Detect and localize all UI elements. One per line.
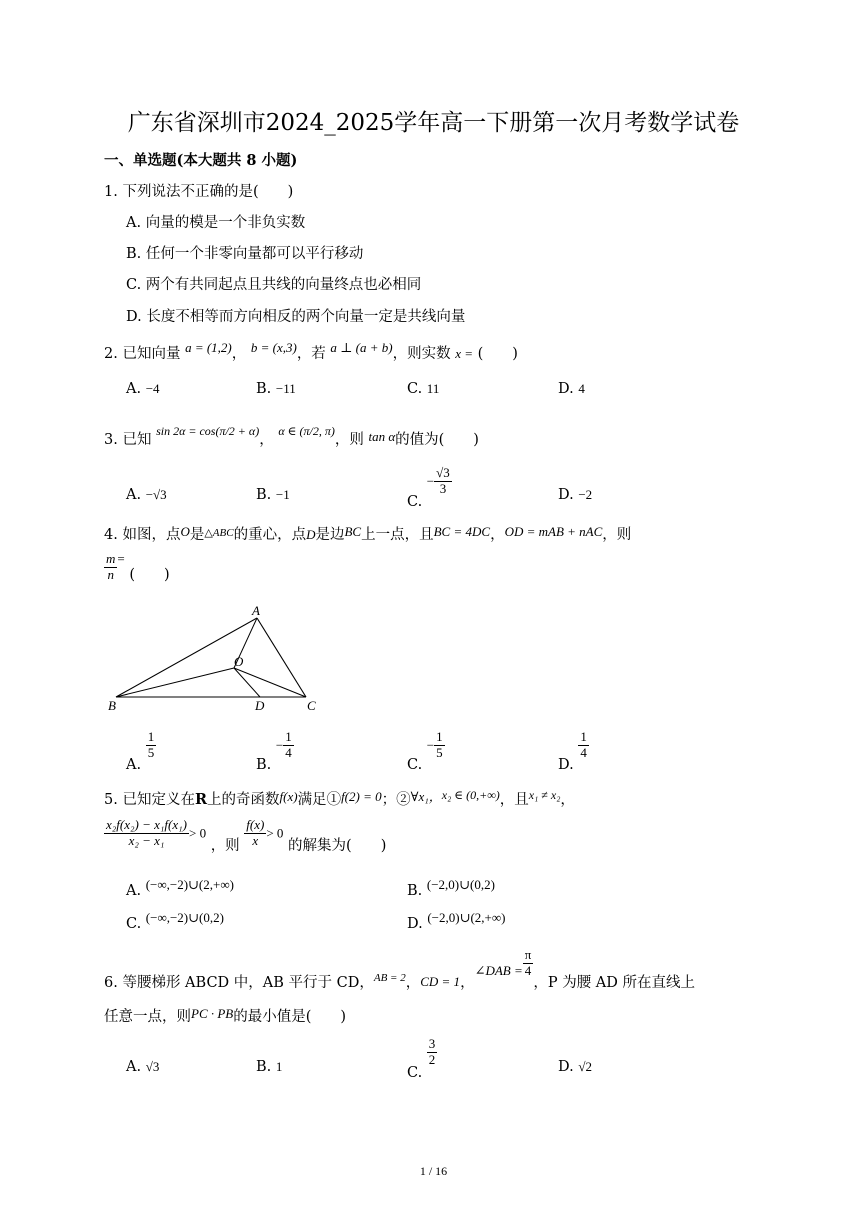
edge-ac <box>257 618 306 697</box>
q3-option-a: A. −√3 <box>126 487 167 503</box>
q4-option-c: C. − $\frac{1}{5}$ <box>407 729 443 774</box>
q2-option-d: D. 4 <box>558 381 585 397</box>
q3-expr2: α ∈ (π/2, π) <box>278 424 335 438</box>
q6-stem-line2: 任意一点，则PC · PB的最小值是( ) <box>104 1006 347 1025</box>
section-heading: 一、单选题(本大题共 8 小题) <box>104 152 298 169</box>
q2-pre: 2. 已知向量 <box>104 346 181 362</box>
label-d: D <box>255 698 265 713</box>
label-c: C <box>307 698 316 713</box>
q1-stem: 1. 下列说法不正确的是( ) <box>104 184 294 200</box>
segment-od <box>234 668 260 697</box>
q4-ratio: $\frac{m}{n}$ = ( ) <box>106 551 170 584</box>
q5-option-c: C. (−∞,−2)∪(0,2) <box>126 910 224 932</box>
q2-mid: ，若 <box>296 346 326 362</box>
q6-option-a: A. √3 <box>126 1059 160 1075</box>
q2-option-c: C. 11 <box>407 381 440 397</box>
q5-condition-line: $\frac{\text{x₂f(x₂) − x₁f(x₁)}}{\text{x₂ − x₁}}$ > 0 ，则 $\frac{f(x)}{x}$ > 0 的解集为( ) <box>106 817 387 855</box>
q6-stem-line1: 6. 等腰梯形 ABCD 中，AB 平行于 CD，$_{AB = 2}$，CD = 1，∠DAB = $\frac{\pi}{4}$ ，P 为腰 AD 所在直线上 <box>104 947 696 992</box>
q1-option-d: D. 长度不相等而方向相反的两个向量一定是共线向量 <box>126 309 466 325</box>
q3-option-c: C. − $\frac{√3}{3}$ <box>407 465 450 511</box>
label-o: O <box>234 654 244 669</box>
q4-option-a: A. $\frac{1}{5}$ <box>126 729 155 774</box>
q2-vector-b: b = (x,3) <box>250 340 297 355</box>
q1-option-c: C. 两个有共同起点且共线的向量终点也必相同 <box>126 277 422 293</box>
page-title: 广东省深圳市2024_2025学年高一下册第一次月考数学试卷 <box>127 110 740 136</box>
q4-cond2: OD = mAB + nAC <box>504 524 603 539</box>
segment-bo <box>116 668 234 697</box>
q1-option-a: A. 向量的模是一个非负实数 <box>126 215 306 231</box>
q4-stem: 4. 如图，点O是$^{\triangle ABC}$的重心，点D是边BC上一点，且BC = 4DC，OD = mAB + nAC，则 <box>104 524 632 543</box>
q2-option-b: B. −11 <box>256 381 296 397</box>
q6-option-b: B. 1 <box>256 1059 283 1075</box>
page-number: 1 / 16 <box>419 1164 448 1178</box>
q3-option-d: D. −2 <box>558 487 593 503</box>
q3-option-b: B. −1 <box>256 487 290 503</box>
q3-tan: tan α <box>368 429 396 444</box>
q5-stem: 5. 已知定义在R上的奇函数f(x)满足①f(2) = 0；②∀x₁，$^{x_2 \in (0,+\infty)}$，且$^{x_1 \ne x_2}$， <box>104 788 575 808</box>
q2-stem: 2. 已知向量 a = (1,2)， b = (x,3)，若 a ⊥ (a + b)，则实数 x = ( ) <box>104 340 518 362</box>
q4-cond1: BC = 4DC <box>433 524 491 539</box>
q6-option-c: C. $\frac{3}{2}$ <box>407 1036 436 1082</box>
q1-option-b: B. 任何一个非零向量都可以平行移动 <box>126 246 364 262</box>
q5-option-a: A. (−∞,−2)∪(2,+∞) <box>126 877 234 899</box>
q2-option-a: A. −4 <box>126 381 160 397</box>
triangle-figure <box>100 600 330 718</box>
q5-option-d: D. (−2,0)∪(2,+∞) <box>407 910 506 932</box>
q2-end: ( ) <box>477 346 518 362</box>
q3-expr1: sin 2α = cos(π/2 + α) <box>156 424 260 438</box>
q4-option-d: D. $\frac{1}{4}$ <box>558 729 587 774</box>
q5-option-b: B. (−2,0)∪(0,2) <box>407 877 495 899</box>
q2-post: ，则实数 <box>392 346 451 362</box>
q2-condition: a ⊥ (a + b) <box>330 340 393 355</box>
q2-x: x = <box>455 346 473 361</box>
q4-option-b: B. − $\frac{1}{4}$ <box>256 729 292 774</box>
segment-oc <box>234 668 306 697</box>
q3-stem: 3. 已知 $^{sin 2\alpha = cos(\pi/2 + \alpha)}$， $^{\alpha \in (\pi/2, \pi)}$，则 tan α的值为( ) <box>104 424 479 448</box>
label-b: B <box>108 698 116 713</box>
q2-vector-a: a = (1,2) <box>185 340 232 355</box>
q6-option-d: D. √2 <box>558 1059 592 1075</box>
label-a: A <box>252 603 260 618</box>
